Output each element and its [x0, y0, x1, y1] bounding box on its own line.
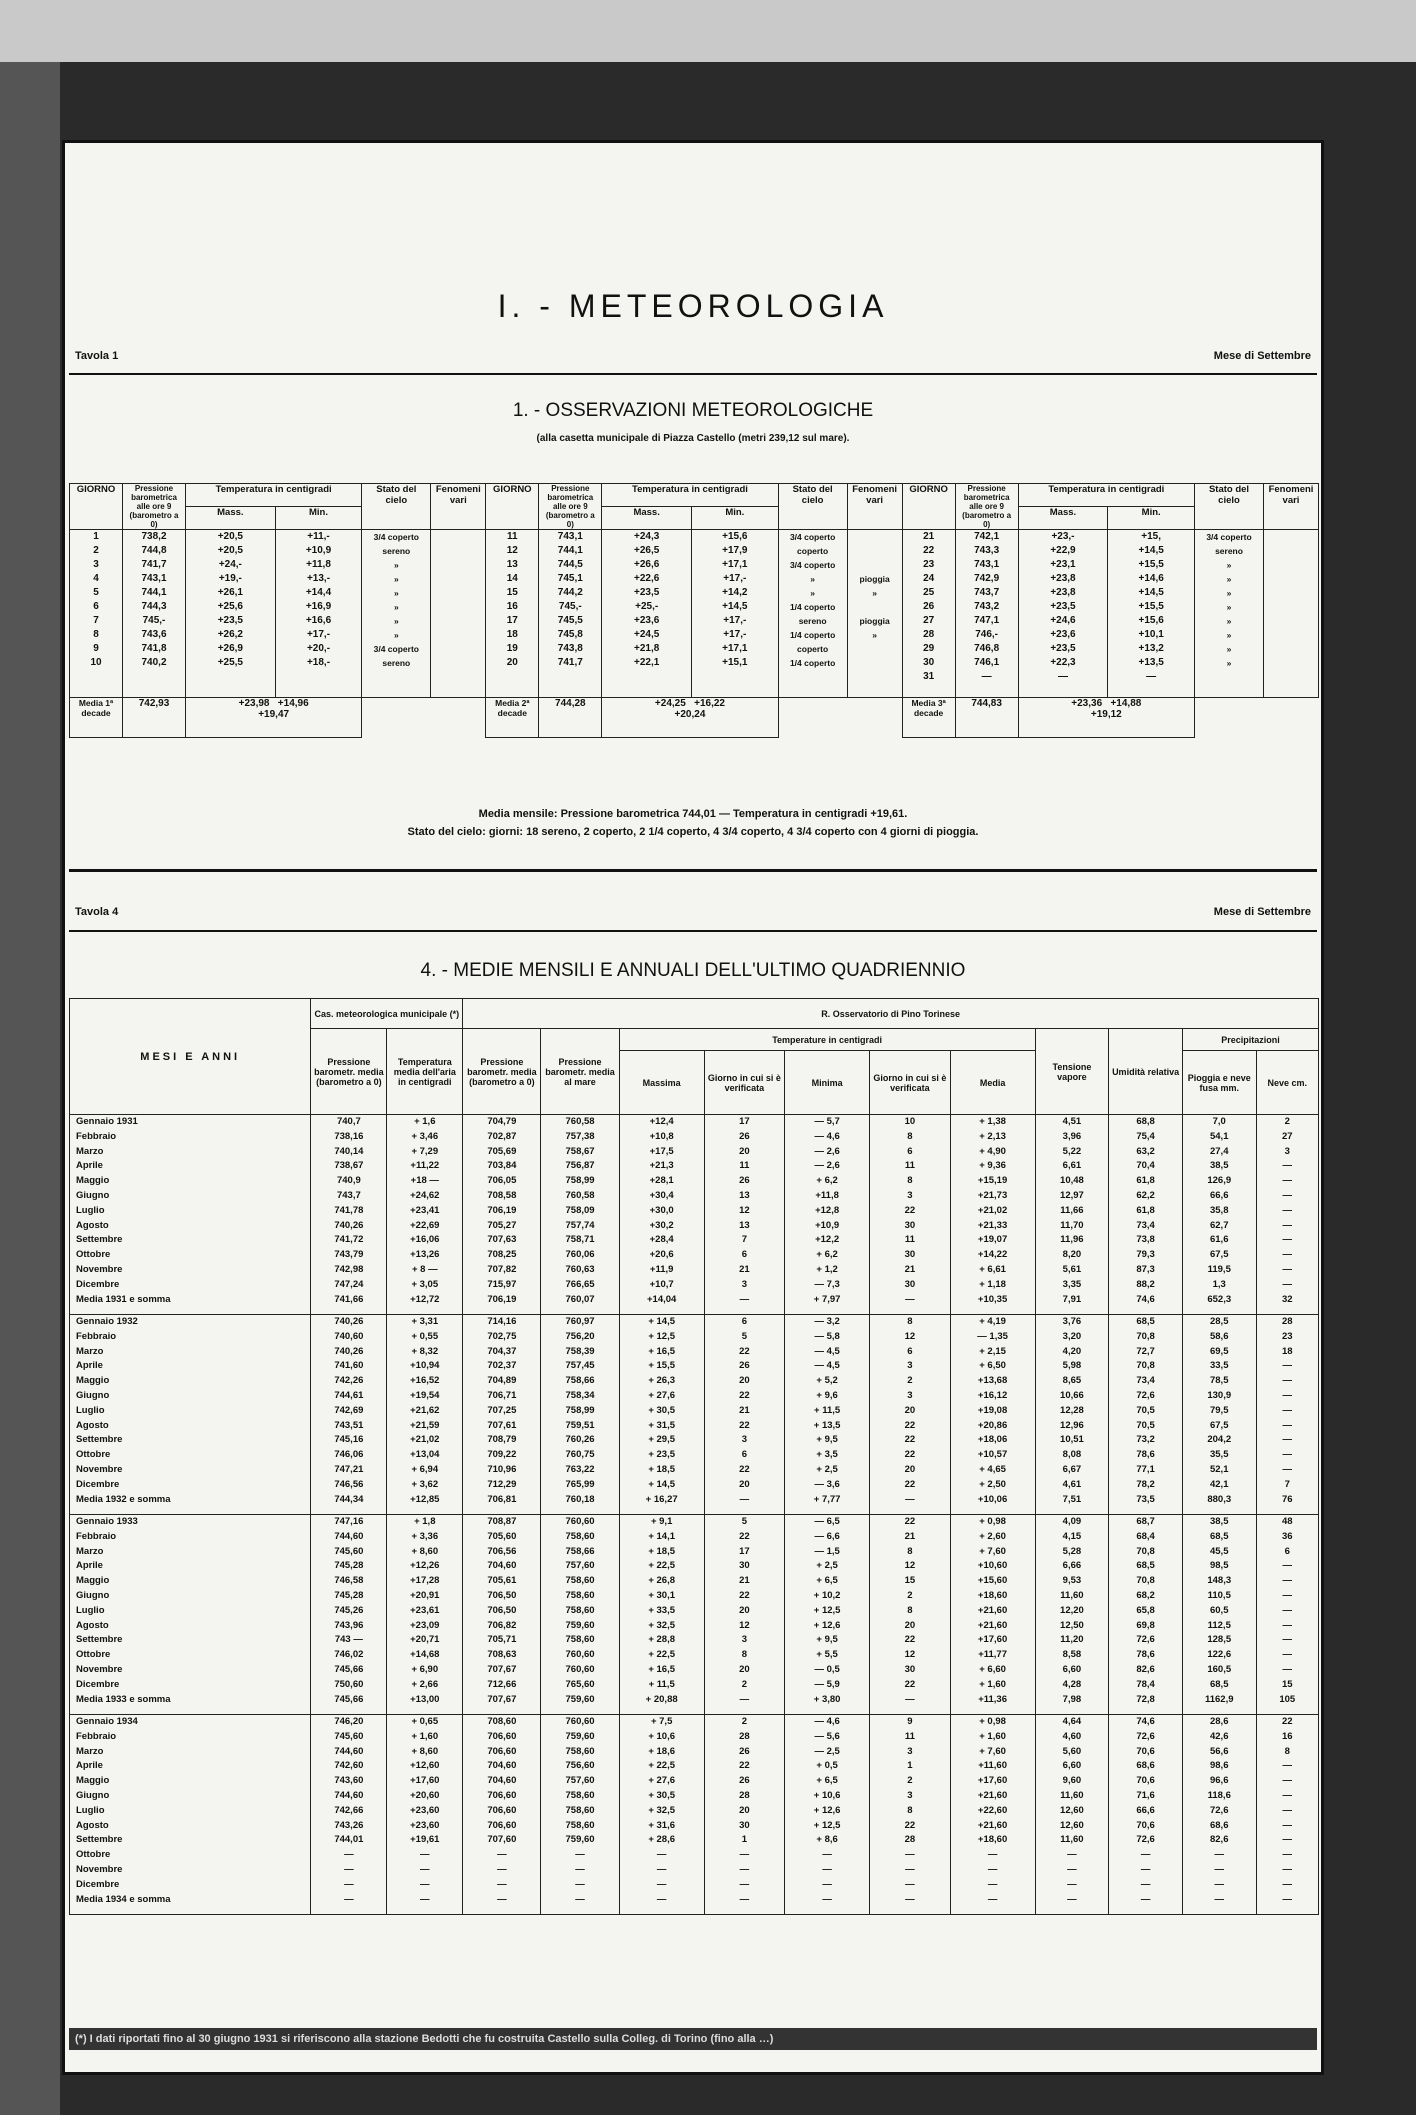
y1932-c4: 760,97 756,20 758,39 757,45 758,66 758,34 758,99 759,51 760,26 760,75 763,22 765,99 760,18 [541, 1315, 619, 1515]
hdr-prec: Precipitazioni [1182, 1029, 1318, 1051]
y1932-c11: 68,5 70,8 72,7 70,8 73,4 72,6 70,5 70,5 73,2 78,6 77,1 78,2 73,5 [1109, 1315, 1183, 1515]
hdr-giorno: GIORNO [70, 484, 123, 530]
dec3-media-temp: +23,36 +14,88 +19,12 [1018, 698, 1194, 738]
y1932-c1: 740,26 740,60 740,26 741,60 742,26 744,61 742,69 743,51 745,16 746,06 747,21 746,56 744,34 [311, 1315, 387, 1515]
y1933-c6: 5 22 17 30 21 22 20 12 3 8 20 2 — [704, 1515, 784, 1715]
hdr-fen-3: Fenomeni vari [1264, 484, 1319, 530]
y1934-c4: 760,60 759,60 758,60 756,60 757,60 758,60 758,60 758,60 759,60 — — — — [541, 1715, 619, 1915]
y1931-c13: 2 27 3 — — — — — — — — — 32 [1256, 1115, 1318, 1315]
y1932-c3: 714,16 702,75 704,37 702,37 704,89 706,71 707,25 707,61 708,79 709,22 710,96 712,29 706,81 [463, 1315, 541, 1515]
y1931-c3: 704,79 702,87 705,69 703,84 706,05 708,58 706,19 705,27 707,63 708,25 707,82 715,97 706,19 [463, 1115, 541, 1315]
hdr-fen: Fenomeni vari [431, 484, 486, 530]
y1934-c7: — 4,6 — 5,6 — 2,5 + 0,5 + 6,5 + 10,6 + 12,6 + 12,5 + 8,6 — — — — [785, 1715, 870, 1915]
y1933-c13: 48 36 6 — — — — — — — — 15 105 [1256, 1515, 1318, 1715]
dec1-stato: 3/4 coperto sereno » » » » » » 3/4 coperto sereno [362, 530, 431, 698]
y1932-c2: + 3,31 + 0,55 + 8,32 +10,94 +16,52 +19,54 +21,62 +21,59 +21,02 +13,04 + 6,94 + 3,62 +12,85 [387, 1315, 463, 1515]
hdr-stato: Stato del cielo [362, 484, 431, 530]
hdr-c8: Giorno in cui si è verificata [870, 1051, 950, 1115]
y1933-c12: 38,5 68,5 45,5 98,5 148,3 110,5 60,5 112,5 128,5 122,6 160,5 68,5 1162,9 [1182, 1515, 1256, 1715]
hdr-c4: Pressione barometr. media al mare [541, 1029, 619, 1115]
hdr-fen-2: Fenomeni vari [847, 484, 902, 530]
y1934-c12: 28,6 42,6 56,6 98,6 96,6 118,6 72,6 68,6 82,6 — — — — [1182, 1715, 1256, 1915]
hdr-cas: Cas. meteorologica municipale (*) [311, 999, 463, 1029]
y1934-c6: 2 28 26 22 26 28 20 30 1 — — — — [704, 1715, 784, 1915]
hdr-max-2: Mass. [602, 507, 692, 530]
hdr-giorno-2: GIORNO [486, 484, 539, 530]
dec1-press: 738,2 744,8 741,7 743,1 744,1 744,3 745,- 743,6 741,8 740,2 [123, 530, 186, 698]
y1934-c11: 74,6 72,6 70,6 68,6 70,6 71,6 66,6 70,6 72,6 — — — — [1109, 1715, 1183, 1915]
dec3-media-press: 744,83 [955, 698, 1018, 738]
observations-table [69, 483, 1319, 738]
tavola-4-title: 4. - MEDIE MENSILI E ANNUALI DELL'ULTIMO QUADRIENNIO [420, 960, 966, 981]
tavola-1-title: 1. - OSSERVAZIONI METEOROLOGICHE [512, 400, 874, 421]
y1934-months: Gennaio 1934 Febbraio Marzo Aprile Maggio Giugno Luglio Agosto Settembre Ottobre Novembre Dicembre Media 1934 e somma [70, 1715, 311, 1915]
scan-top-band [0, 0, 1416, 62]
hdr-max-3: Mass. [1018, 507, 1108, 530]
tavola-1-subtitle: (alla casetta municipale di Piazza Castello (metri 239,12 sul mare). [536, 433, 850, 444]
dec2-press: 743,1 744,1 744,5 745,1 744,2 745,- 745,5 745,8 743,8 741,7 [539, 530, 602, 698]
hdr-stato-2: Stato del cielo [778, 484, 847, 530]
hdr-c3: Pressione barometr. media (barometro a 0) [463, 1029, 541, 1115]
dec3-max: +23,- +22,9 +23,1 +23,8 +23,8 +23,5 +24,6 +23,6 +23,5 +22,3 — [1018, 530, 1108, 698]
y1932-c8: 8 12 6 3 2 3 20 22 22 22 20 22 — [870, 1315, 950, 1515]
hdr-min-2: Min. [692, 507, 779, 530]
dec1-max: +20,5 +20,5 +24,- +19,- +26,1 +25,6 +23,5 +26,2 +26,9 +25,5 [186, 530, 276, 698]
footnote: (*) I dati riportati fino al 30 giugno 1931 si riferiscono alla stazione Bedotti che fu costruita Castello sulla Colleg. di Torino (fino alla …) [69, 2028, 1317, 2050]
y1931-c4: 760,58 757,38 758,67 756,87 758,99 760,58 758,09 757,74 758,71 760,06 760,63 766,65 760,07 [541, 1115, 619, 1315]
dec2-stato: 3/4 coperto coperto 3/4 coperto » » 1/4 coperto sereno 1/4 coperto coperto 1/4 coperto [778, 530, 847, 698]
tavola-1-label: Tavola 1 [75, 350, 119, 362]
dec2-media-temp: +24,25 +16,22 +20,24 [602, 698, 778, 738]
hdr-c1: Pressione barometr. media (barometro a 0) [311, 1029, 387, 1115]
y1934-c1: 746,20 745,60 744,60 742,60 743,60 744,60 742,66 743,26 744,01 — — — — [311, 1715, 387, 1915]
dec3-media-label: Media 3ª decade [902, 698, 955, 738]
sky-state-note: Stato del cielo: giorni: 18 sereno, 2 coperto, 2 1/4 coperto, 4 3/4 coperto, 4 3/4 coperto con 4 giorni di pioggia. [407, 826, 979, 838]
hdr-mesi: MESI E ANNI [70, 999, 311, 1115]
y1934-c8: 9 11 3 1 2 3 8 22 28 — — — — [870, 1715, 950, 1915]
hdr-c6: Giorno in cui si è verificata [704, 1051, 784, 1115]
hdr-c5: Massima [619, 1051, 704, 1115]
hdr-c11: Umidità relativa [1109, 1029, 1183, 1115]
y1934-c9: + 0,98 + 1,60 + 7,60 +11,60 +17,60 +21,60 +22,60 +21,60 +18,60 — — — — [950, 1715, 1035, 1915]
y1931-c11: 68,8 75,4 63,2 70,4 61,8 62,2 61,8 73,4 73,8 79,3 87,3 88,2 74,6 [1109, 1115, 1183, 1315]
hdr-press-3: Pressione barometrica alle ore 9 (barometro a 0) [955, 484, 1018, 530]
dec2-max: +24,3 +26,5 +26,6 +22,6 +23,5 +25,- +23,6 +24,5 +21,8 +22,1 [602, 530, 692, 698]
y1933-c7: — 6,5 — 6,6 — 1,5 + 2,5 + 6,5 + 10,2 + 12,5 + 12,6 + 9,5 + 5,5 — 0,5 — 5,9 + 3,80 [785, 1515, 870, 1715]
hdr-max: Mass. [186, 507, 276, 530]
y1931-c1: 740,7 738,16 740,14 738,67 740,9 743,7 741,78 740,26 741,72 743,79 742,98 747,24 741,66 [311, 1115, 387, 1315]
hdr-min-3: Min. [1108, 507, 1195, 530]
hdr-oss: R. Osservatorio di Pino Torinese [463, 999, 1319, 1029]
dec2-media-press: 744,28 [539, 698, 602, 738]
tavola-1-month: Mese di Settembre [1213, 350, 1311, 362]
y1933-c1: 747,16 744,60 745,60 745,28 746,58 745,28 745,26 743,96 743 — 746,02 745,66 750,60 745,66 [311, 1515, 387, 1715]
y1934-c3: 708,60 706,60 706,60 704,60 704,60 706,60 706,60 706,60 707,60 — — — — [463, 1715, 541, 1915]
hdr-press: Pressione barometrica alle ore 9 (barometro a 0) [123, 484, 186, 530]
dec1-media-label: Media 1ª decade [70, 698, 123, 738]
y1933-c11: 68,7 68,4 70,8 68,5 70,8 68,2 65,8 69,8 72,6 78,6 82,6 78,4 72,8 [1109, 1515, 1183, 1715]
dec3-fen [1264, 530, 1319, 698]
dec1-media-temp: +23,98 +14,96 +19,47 [186, 698, 362, 738]
tavola-4-month: Mese di Settembre [1213, 906, 1311, 918]
y1931-c9: + 1,38 + 2,13 + 4,90 + 9,36 +15,19 +21,73 +21,02 +21,33 +19,07 +14,22 + 6,61 + 1,18 +10,35 [950, 1115, 1035, 1315]
hdr-stato-3: Stato del cielo [1195, 484, 1264, 530]
dec2-fen: pioggia » pioggia » [847, 530, 902, 698]
hdr-c13: Neve cm. [1256, 1051, 1318, 1115]
dec2-media-label: Media 2ª decade [486, 698, 539, 738]
hdr-c2: Temperatura media dell'aria in centigradi [387, 1029, 463, 1115]
y1932-c6: 6 5 22 26 20 22 21 22 3 6 22 20 — [704, 1315, 784, 1515]
dec3-press: 742,1 743,3 743,1 742,9 743,7 743,2 747,1 746,- 746,8 746,1 — [955, 530, 1018, 698]
dec1-fen [431, 530, 486, 698]
y1933-c4: 760,60 758,60 758,66 757,60 758,60 758,60 758,60 759,60 758,60 760,60 760,60 765,60 759,60 [541, 1515, 619, 1715]
y1933-c2: + 1,8 + 3,36 + 8,60 +12,26 +17,28 +20,91 +23,61 +23,09 +20,71 +14,68 + 6,90 + 2,66 +13,00 [387, 1515, 463, 1715]
y1933-c9: + 0,98 + 2,60 + 7,60 +10,60 +15,60 +18,60 +21,60 +21,60 +17,60 +11,77 + 6,60 + 1,60 +11,36 [950, 1515, 1035, 1715]
y1934-c13: 22 16 8 — — — — — — — — — — [1256, 1715, 1318, 1915]
dec1-min: +11,- +10,9 +11,8 +13,- +14,4 +16,9 +16,6 +17,- +20,- +18,- [275, 530, 362, 698]
hdr-min: Min. [275, 507, 362, 530]
y1932-c13: 28 23 18 — — — — — — — — 7 76 [1256, 1315, 1318, 1515]
scan-left-strip [0, 62, 60, 2115]
dec3-days: 21 22 23 24 25 26 27 28 29 30 31 [902, 530, 955, 698]
y1931-c12: 7,0 54,1 27,4 38,5 126,9 66,6 35,8 62,7 61,6 67,5 119,5 1,3 652,3 [1182, 1115, 1256, 1315]
dec1-days: 1 2 3 4 5 6 7 8 9 10 [70, 530, 123, 698]
tavola-4-label: Tavola 4 [75, 906, 119, 918]
y1934-c10: 4,64 4,60 5,60 6,60 9,60 11,60 12,60 12,60 11,60 — — — — [1035, 1715, 1109, 1915]
hdr-c10: Tensione vapore [1035, 1029, 1109, 1115]
y1933-c10: 4,09 4,15 5,28 6,66 9,53 11,60 12,20 12,50 11,20 8,58 6,60 4,28 7,98 [1035, 1515, 1109, 1715]
y1931-c2: + 1,6 + 3,46 + 7,29 +11,22 +18 — +24,62 +23,41 +22,69 +16,06 +13,26 + 8 — + 3,05 +12,72 [387, 1115, 463, 1315]
monthly-mean-note: Media mensile: Pressione barometrica 744,01 — Temperatura in centigradi +19,61. [478, 808, 908, 820]
y1932-c7: — 3,2 — 5,8 — 4,5 — 4,5 + 5,2 + 9,6 + 11,5 + 13,5 + 9,5 + 3,5 + 2,5 — 3,6 + 7,77 [785, 1315, 870, 1515]
y1931-c6: 17 26 20 11 26 13 12 13 7 6 21 3 — [704, 1115, 784, 1315]
y1933-c5: + 9,1 + 14,1 + 18,5 + 22,5 + 26,8 + 30,1 + 33,5 + 32,5 + 28,8 + 22,5 + 16,5 + 11,5 + 20,88 [619, 1515, 704, 1715]
hdr-giorno-3: GIORNO [902, 484, 955, 530]
dec3-min: +15, +14,5 +15,5 +14,6 +14,5 +15,5 +15,6 +10,1 +13,2 +13,5 — [1108, 530, 1195, 698]
document-page [62, 140, 1324, 2075]
y1934-c2: + 0,65 + 1,60 + 8,60 +12,60 +17,60 +20,60 +23,60 +23,60 +19,61 — — — — [387, 1715, 463, 1915]
y1931-c8: 10 8 6 11 8 3 22 30 11 30 21 30 — [870, 1115, 950, 1315]
y1932-c9: + 4,19 — 1,35 + 2,15 + 6,50 +13,68 +16,12 +19,08 +20,86 +18,06 +10,57 + 4,65 + 2,50 +10,06 [950, 1315, 1035, 1515]
page-heading: I. - METEOROLOGIA [497, 288, 889, 324]
hdr-temp: Temperatura in centigradi [186, 484, 362, 507]
y1932-c5: + 14,5 + 12,5 + 16,5 + 15,5 + 26,3 + 27,6 + 30,5 + 31,5 + 29,5 + 23,5 + 18,5 + 14,5 + 16,27 [619, 1315, 704, 1515]
y1931-c7: — 5,7 — 4,6 — 2,6 — 2,6 + 6,2 +11,8 +12,8 +10,9 +12,2 + 6,2 + 1,2 — 7,3 + 7,97 [785, 1115, 870, 1315]
y1933-c8: 22 21 8 12 15 2 8 20 22 12 30 22 — [870, 1515, 950, 1715]
y1933-months: Gennaio 1933 Febbraio Marzo Aprile Maggio Giugno Luglio Agosto Settembre Ottobre Novembre Dicembre Media 1933 e somma [70, 1515, 311, 1715]
rule [69, 869, 1317, 872]
y1931-c5: +12,4 +10,8 +17,5 +21,3 +28,1 +30,4 +30,0 +30,2 +28,4 +20,6 +11,9 +10,7 +14,04 [619, 1115, 704, 1315]
y1931-c10: 4,51 3,96 5,22 6,61 10,48 12,97 11,66 11,70 11,96 8,20 5,61 3,35 7,91 [1035, 1115, 1109, 1315]
dec3-stato: 3/4 coperto sereno » » » » » » » » [1195, 530, 1264, 698]
y1931-months: Gennaio 1931 Febbraio Marzo Aprile Maggio Giugno Luglio Agosto Settembre Ottobre Novembre Dicembre Media 1931 e somma [70, 1115, 311, 1315]
y1934-c5: + 7,5 + 10,6 + 18,6 + 22,5 + 27,6 + 30,5 + 32,5 + 31,6 + 28,6 — — — — [619, 1715, 704, 1915]
rule [69, 373, 1317, 375]
dec2-min: +15,6 +17,9 +17,1 +17,- +14,2 +14,5 +17,- +17,- +17,1 +15,1 [692, 530, 779, 698]
hdr-temp4: Temperature in centigradi [619, 1029, 1035, 1051]
dec2-days: 11 12 13 14 15 16 17 18 19 20 [486, 530, 539, 698]
rule [69, 930, 1317, 932]
hdr-temp-2: Temperatura in centigradi [602, 484, 778, 507]
hdr-c7: Minima [785, 1051, 870, 1115]
y1932-months: Gennaio 1932 Febbraio Marzo Aprile Maggio Giugno Luglio Agosto Settembre Ottobre Novembre Dicembre Media 1932 e somma [70, 1315, 311, 1515]
hdr-temp-3: Temperatura in centigradi [1018, 484, 1194, 507]
hdr-press-2: Pressione barometrica alle ore 9 (barometro a 0) [539, 484, 602, 530]
y1932-c10: 3,76 3,20 4,20 5,98 8,65 10,66 12,28 12,96 10,51 8,08 6,67 4,61 7,51 [1035, 1315, 1109, 1515]
monthly-means-table [69, 998, 1319, 1915]
dec1-media-press: 742,93 [123, 698, 186, 738]
hdr-c12: Pioggia e neve fusa mm. [1182, 1051, 1256, 1115]
y1933-c3: 708,87 705,60 706,56 704,60 705,61 706,50 706,50 706,82 705,71 708,63 707,67 712,66 707,67 [463, 1515, 541, 1715]
y1932-c12: 28,5 58,6 69,5 33,5 78,5 130,9 79,5 67,5 204,2 35,5 52,1 42,1 880,3 [1182, 1315, 1256, 1515]
hdr-c9: Media [950, 1051, 1035, 1115]
